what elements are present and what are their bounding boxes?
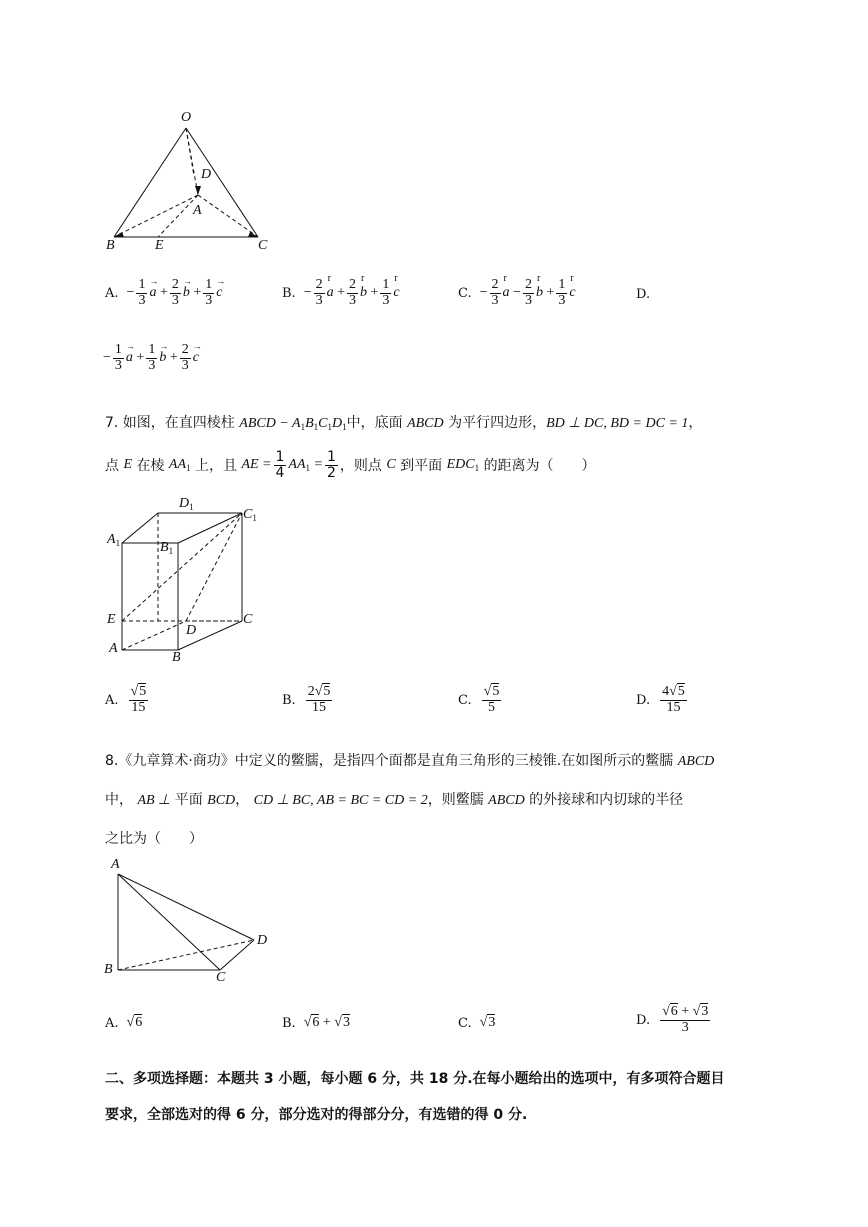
q6-option-c[interactable]: C. − $\frac{2}{3}$ r a − $\frac{2}{3}$ r b + $\frac{1}{3}$ r c: [458, 278, 576, 308]
label-C: C: [258, 238, 268, 253]
q7-option-c[interactable]: C. $\frac{√5}{5}$: [458, 684, 500, 715]
label-D-fig3: D: [257, 933, 268, 948]
label-B-prism: B: [172, 650, 181, 665]
q8-option-d[interactable]: D. $\frac{√6 + √3}{3}$: [636, 1004, 709, 1035]
label-B-fig3: B: [104, 962, 113, 977]
label-C1: $C_1$: [243, 507, 257, 523]
q6-option-d[interactable]: D.: [636, 287, 651, 302]
q6-option-b[interactable]: B. − $\frac{2}{3}$ r a + $\frac{2}{3}$ r b + $\frac{1}{3}$ r c: [282, 278, 400, 308]
q7-option-a[interactable]: A. $\frac{√5}{15}$: [105, 684, 147, 715]
label-C-fig3: C: [216, 970, 226, 985]
q6-option-a[interactable]: A. − $\frac{1}{3}$ → a + $\frac{2}{3}$ → b + $\frac{1}{3}$ → c: [105, 278, 222, 308]
label-A-prism: A: [109, 641, 118, 656]
label-E-prism: E: [107, 612, 116, 627]
label-C-prism: C: [243, 612, 253, 627]
label-A-fig3: A: [111, 857, 120, 872]
q7-question-line2: 点 E 在棱 $AA_1$ 上，且 AE = $\frac{1}{4}$ $AA_1$ = $\frac{1}{2}$ ，则点 C 到平面 $EDC_1$ 的距离为（ ）: [105, 449, 596, 481]
q8-question-line1: 8.《九章算术·商功》中定义的鳖臑，是指四个面都是直角三角形的三棱锥.在如图所示的鳖臑 ABCD: [105, 753, 715, 769]
label-A: A: [193, 203, 202, 218]
q8-option-c[interactable]: C. √3: [458, 1015, 496, 1031]
label-A1: $A_1$: [107, 532, 121, 548]
q8-question-line2: 中， AB ⊥ 平面 BCD， CD ⊥ BC, AB = BC = CD = 2，则鳖臑 ABCD 的外接球和内切球的半径: [105, 792, 684, 808]
label-D1: $D_1$: [179, 496, 194, 512]
q7-option-b[interactable]: B. $\frac{2√5}{15}$: [282, 684, 331, 715]
label-B1: $B_1$: [160, 540, 174, 556]
section2-heading-line2: 要求，全部选对的得 6 分，部分选对的得部分分，有选错的得 0 分.: [105, 1107, 528, 1123]
q7-option-d[interactable]: D. $\frac{4√5}{15}$: [636, 684, 685, 715]
tetrahedron-figure-q6: [100, 108, 280, 258]
label-D: D: [201, 167, 212, 182]
q8-option-a[interactable]: A. √6: [105, 1015, 143, 1031]
section2-heading-line1: 二、多项选择题：本题共 3 小题，每小题 6 分，共 18 分.在每小题给出的选项中，有多项符合题目: [105, 1071, 725, 1087]
label-E: E: [155, 238, 164, 253]
q8-question-line3: 之比为（ ）: [105, 831, 203, 847]
q7-question-line1: 7. 如图，在直四棱柱 ABCD − $A_1B_1C_1D_1$中，底面 ABCD 为平行四边形，BD ⊥ DC, BD = DC = 1，: [105, 415, 703, 432]
label-D-prism: D: [186, 623, 197, 638]
q6-option-d-expression: − $\frac{1}{3}$ → a + $\frac{1}{3}$ → b + $\frac{2}{3}$ → c: [103, 343, 199, 373]
tetrahedron-figure-q8: [100, 860, 280, 990]
label-B: B: [106, 238, 115, 253]
q8-option-b[interactable]: B. √6 + √3: [282, 1015, 350, 1031]
label-O: O: [181, 110, 192, 125]
